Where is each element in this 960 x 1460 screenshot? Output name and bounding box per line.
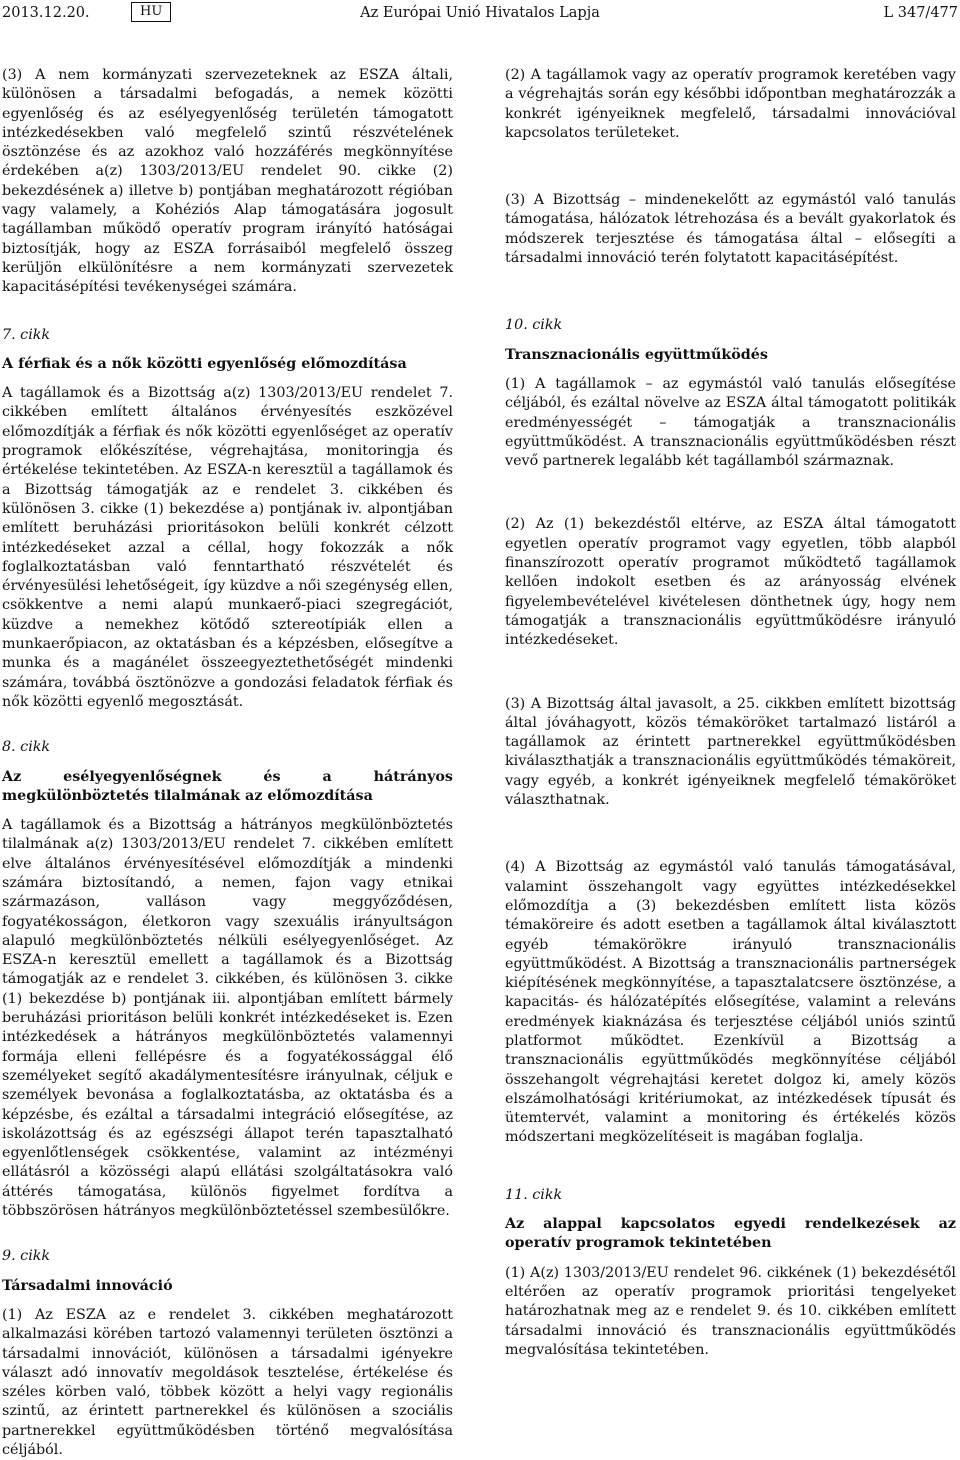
article-10-number: 10. cikk xyxy=(505,317,563,334)
page-header xyxy=(0,0,960,26)
journal-title: Az Európai Unió Hivatalos Lapja xyxy=(360,5,600,21)
article-9-paragraph-2: (2) A tagállamok vagy az operatív programok keretében vagy a végrehajtás során egy későbbi időpontban meghatározzák a konkrét igényeiknek megfelelő, társadalmi innovációval kapcsolatos területeket. xyxy=(505,67,956,141)
article-8-text: A tagállamok és a Bizottság a hátrányos megkülönböztetés tilalmának a(z) 1303/2013/EU rendelet 7. cikkében említett elve általános érvényesítésével előmozdítják a mindenki számára biztosítandó, a nemen, fajon vagy etnikai származáson, valláson vagy meggyőződésen, fogyatékosságon, életkoron vagy szexuális irányultságon alapuló megkülönböztetés nélküli esélyegyenlőséget. Az ESZA-n keresztül emellett a tagállamok és a Bizottság támogatják az e rendelet 3. cikkében, és különösen 3. cikke (1) bekezdése b) pontjának iii. alpontjában említett bármely beruházási prioritáson belüli konkrét intézkedéseket is. Ezen intézkedések a hátrányos megkülönböztetés valamennyi formája elleni fellépésre és a fogyatékossággal élő személyeket segítő akadálymentesítésre irányulnak, céljuk e személyek bevonása a foglalkoztatásba, az oktatásba és a képzésbe, és ezáltal a társadalmi integráció elősegítése, az iskolázottság és az egészségi állapot terén tapasztalható egyenlőtlenségek csökkentése, valamint az intézményi ellátásról a közösségi alapú ellátási szolgáltatásokra való áttérés támogatása, különös figyelmet fordítva a többszörösen hátrányos megkülönböztetéssel szembesülőkre. xyxy=(2,817,453,1220)
article-9-paragraph-3: (3) A Bizottság – mindenekelőtt az egymástól való tanulás támogatása, hálózatok létrehozása és a bevált gyakorlatok és módszerek terjesztése és támogatása által – elősegíti a társadalmi innováció terén folytatott kapacitásépítést. xyxy=(505,192,956,267)
article-11-paragraph-1: (1) A(z) 1303/2013/EU rendelet 96. cikkének (1) bekezdésétől eltérően az operatív programok prioritási tengelyeket határozhatnak meg az e rendelet 9. és 10. cikkében említett társadalmi innováció és transznacionális együttműködés megvalósítása tekintetében. xyxy=(505,1264,956,1358)
language-badge: HU xyxy=(131,2,171,22)
article-8-number: 8. cikk xyxy=(2,739,51,756)
left-column xyxy=(2,66,453,1460)
article-7-text: A tagállamok és a Bizottság a(z) 1303/2013/EU rendelet 7. cikkében említett általános érvényesítés eszközével előmozdítják a férfiak és nők közötti egyenlőséget az operatív programok előkészítése, végrehajtása, monitoringja és értékelése tekintetében. Az ESZA-n keresztül a tagállamok és a Bizottság támogatják az e rendelet 3. cikkében és különösen 3. cikke (1) bekezdése a) pontjának iv. alpontjában említett beruházási prioritásokon belüli konkrét célzott intézkedéseket azzal a céllal, hogy fokozzák a nők foglalkoztatásban való fenntartható részvételét és érvényesülési lehetőségeit, így küzdve a női szegénység ellen, csökkentve a nemi alapú munkaerő-piaci szegregációt, küzdve a nemekhez kötődő sztereotípiák ellen a munkaerőpiacon, az oktatásban és a képzésben, elősegítve a munka és a magánélet összeegyeztethetőségét mindenki számára, továbbá ösztönözve a gondozási feladatok férfiak és nők közötti egyenlő megosztását. xyxy=(2,385,454,710)
page-number: L 347/477 xyxy=(883,5,958,21)
article-9-paragraph-1: (1) Az ESZA az e rendelet 3. cikkében meghatározott alkalmazási körében tartozó valamennyi területen ösztönzi a társadalmi innovációt, különösen a társadalmi igényekre választ adó innovatív megoldások tesztelése, értékelése és széles körben való, többek között a helyi vagy regionális szintű, az érintett partnerekkel és különösen a szociális partnerekkel együttműködésben történő megvalósítása céljából. xyxy=(2,1306,453,1458)
article-10-paragraph-2: (2) Az (1) bekezdéstől eltérve, az ESZA által támogatott egyetlen operatív programot vagy egyetlen, több alapból finanszírozott operatív programot működtető tagállamok kellően indokolt esetben és az arányosság elvének figyelembevételével kivételesen dönthetnek úgy, hogy nem támogatják a transznacionális együttműködésre irányuló intézkedéseket. xyxy=(505,516,956,649)
article-7-title: A férfiak és a nők közötti egyenlőség előmozdítása xyxy=(2,355,407,372)
article-11-title: Az alappal kapcsolatos egyedi rendelkezések az operatív programok tekintetében xyxy=(505,1216,956,1252)
article-10-title: Transznacionális együttműködés xyxy=(505,346,768,363)
paragraph-6-3: (3) A nem kormányzati szervezeteknek az ESZA általi, különösen a társadalmi befogadás, a nemek közötti egyenlőség és az esélyegyenlőség területén támogatott intézkedésekben való megfelelő szintű részvételének ösztönzése és az azokhoz való hozzáférés megkönnyítése érdekében a(z) 1303/2013/EU rendelet 90. cikke (2) bekezdésének a) illetve b) pontjában meghatározott régióban vagy valamely, a Kohéziós Alap támogatására jogosult tagállamban működő operatív program irányító hatóságai biztosítják, hogy az ESZA forrásaiból megfelelő összeg kerüljön elkülönítésre a nem kormányzati szervezetek kapacitásépítési tevékenységei számára. xyxy=(2,67,453,296)
right-column xyxy=(505,66,956,1360)
article-11-number: 11. cikk xyxy=(505,1186,563,1203)
article-8-title: Az esélyegyenlőségnek és a hátrányos megkülönböztetés tilalmának az előmozdítása xyxy=(2,768,453,804)
article-9-number: 9. cikk xyxy=(2,1248,51,1265)
article-7-number: 7. cikk xyxy=(2,326,51,343)
article-9-title: Társadalmi innováció xyxy=(2,1277,173,1294)
article-10-paragraph-1: (1) A tagállamok – az egymástól való tanulás elősegítése céljából, és ezáltal növelve az ESZA által támogatott politikák eredményességét – támogatják a transznacionális együttműködést. A transznacionális együttműködésben részt vevő partnerek legalább két tagállamból származnak. xyxy=(505,375,956,470)
publication-date: 2013.12.20. xyxy=(2,5,90,21)
article-10-paragraph-4: (4) A Bizottság az egymástól való tanulás támogatásával, valamint összehangolt vagy együttes intézkedésekkel előmozdítja a (3) bekezdésben említett lista közös témaköreire és adott esetben a tagállamok által kiválasztott egyéb témakörökre irányuló transznacionális együttműködést. A Bizottság a transznacionális partnerségek kiépítésének megkönnyítése, a tapasztalatcsere ösztönzése, a kapacitás- és hálózatépítés elősegítése, valamint a releváns eredmények kiaknázása és terjesztése céljából uniós szintű platformot működtet. Ezenkívül a Bizottság a transznacionális együttműködés megkönnyítése céljából összehangolt végrehajtási keretet dolgoz ki, amely közös elszámolhatósági kritériumokat, az intézkedések típusát és ütemtervét, valamint a monitoring és értékelés közös módszertani megközelítéseit is magában foglalja. xyxy=(505,859,956,1146)
article-10-paragraph-3: (3) A Bizottság által javasolt, a 25. cikkben említett bizottság által jóváhagyott, közös témaköröket tartalmazó listáról a tagállamok az érintett partnerekkel együttműködésben kiválaszthatják a transznacionális együttműködés témaköreit, vagy egyéb, a konkrét igényeiknek megfelelő témaköröket választhatnak. xyxy=(505,695,956,809)
